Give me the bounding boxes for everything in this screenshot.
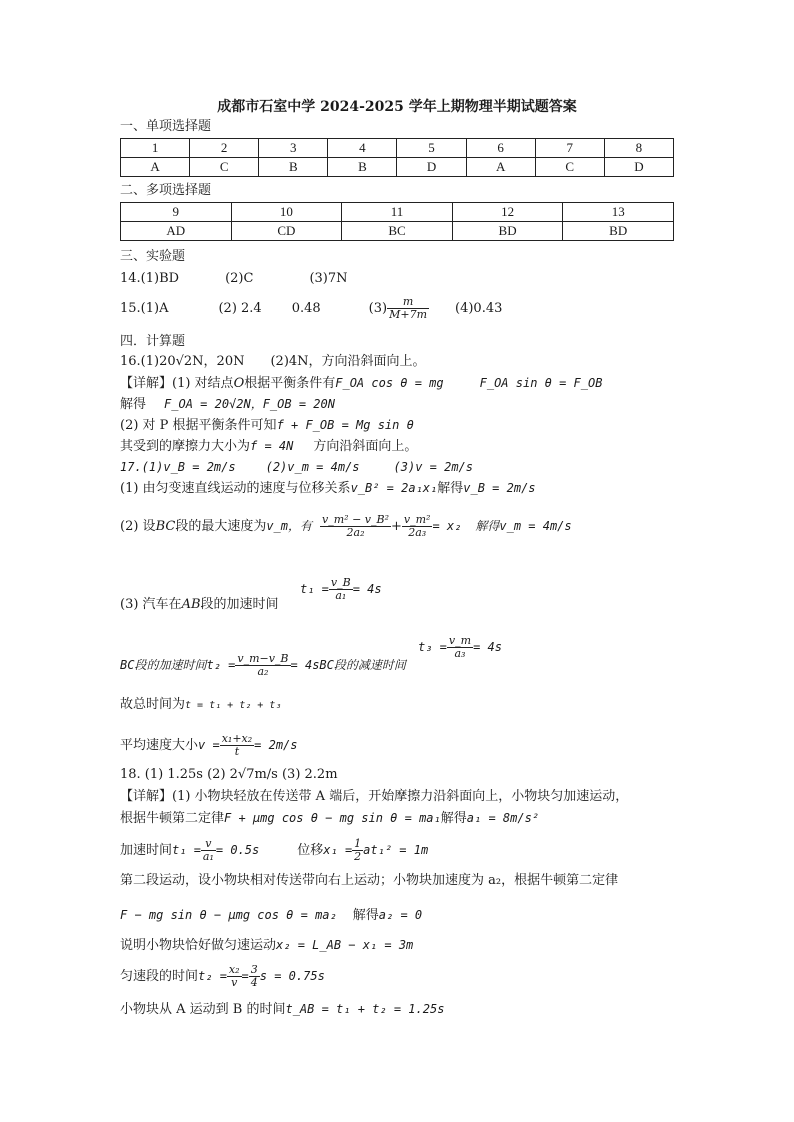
answer-16-detail-2 <box>120 395 335 414</box>
answer-15-part4: (4)0.43 <box>455 301 503 316</box>
fraction-denominator: M+7m <box>389 308 428 321</box>
answer-18-detail-5 <box>120 906 422 925</box>
text: 其受到的摩擦力大小为 <box>120 439 251 454</box>
fraction-numerator: 3 <box>250 963 258 976</box>
equation: = x₂ <box>432 519 462 533</box>
equation: F + μmg cos θ − mg sin θ = ma₁ <box>224 811 441 825</box>
text: 解得 <box>437 481 464 496</box>
fraction-numerator: x₁+x₂ <box>221 732 253 745</box>
answer-14-part3: (3)7N <box>309 271 348 286</box>
answer-17-step-6 <box>120 732 298 759</box>
fraction-denominator: v <box>231 976 238 989</box>
answer-18-detail-2 <box>120 809 539 828</box>
answer-17-step-4 <box>120 652 406 679</box>
text: 根据平衡条件有 <box>244 376 336 391</box>
table-cell: BC <box>342 222 453 241</box>
table-row <box>121 203 674 222</box>
answer-17-step-2 <box>120 508 572 545</box>
text: + <box>391 519 402 534</box>
fraction <box>447 635 473 660</box>
text: O <box>233 376 245 391</box>
equation: s = 0.75s <box>259 969 325 983</box>
answer-16-detail-1 <box>120 374 602 393</box>
equation: = 2m/s <box>254 738 298 752</box>
text: 根据牛顿第二定律 <box>120 811 225 826</box>
table-cell: BD <box>563 222 674 241</box>
answer-17-step-1 <box>120 479 536 498</box>
text: 解得 <box>440 811 467 826</box>
equation: t₁ = <box>172 843 201 857</box>
text: BC <box>155 519 176 534</box>
text: (2) 设 <box>120 519 156 534</box>
table-cell: 9 <box>121 203 232 222</box>
table-cell: 2 <box>190 139 259 158</box>
single-choice-answer-table <box>120 138 674 177</box>
equation: v_B = 2m/s <box>463 481 536 495</box>
fraction-numerator: v_m <box>448 634 472 647</box>
text: (2) 对 P 根据平衡条件可知 <box>120 418 277 433</box>
fraction <box>402 514 433 539</box>
table-cell: C <box>190 158 259 177</box>
text: (1) 由匀变速直线运动的速度与位移关系 <box>120 481 351 496</box>
equation: at₁² = 1m <box>363 843 429 857</box>
equation: x₂ = L_AB − x₁ = 3m <box>276 938 414 952</box>
answer-14-part1: 14.(1)BD <box>120 271 180 286</box>
text: AB <box>181 597 201 612</box>
table-row <box>121 139 674 158</box>
equation: a₁ = 8m/s² <box>466 811 540 825</box>
text: 位移 <box>297 843 324 858</box>
multiple-choice-answer-table <box>120 202 674 241</box>
table-cell: 10 <box>231 203 342 222</box>
text: 【详解】(1) 对结点 <box>120 376 234 391</box>
text: 匀速段的时间 <box>120 969 199 984</box>
equation: v = <box>198 738 220 752</box>
fraction <box>235 653 290 678</box>
fraction-denominator: a₃ <box>454 647 466 660</box>
table-cell: 3 <box>259 139 328 158</box>
text: 解得 <box>120 397 147 412</box>
answer-17-summary <box>120 458 473 477</box>
table-cell: A <box>121 158 190 177</box>
table-cell: CD <box>231 222 342 241</box>
fraction-numerator: v_m² − v_B² <box>322 513 389 526</box>
answer-15-part2: (2) 2.4 <box>218 301 262 316</box>
answer-16-summary: 16.(1)20√2N，20N (2)4N，方向沿斜面向上。 <box>120 354 426 369</box>
section-heading-multiple-choice: 二、多项选择题 <box>120 183 212 198</box>
answer-18-detail-6 <box>120 936 413 955</box>
table-cell: 4 <box>328 139 397 158</box>
answer-18-summary: 18. (1) 1.25s (2) 2√7m/s (3) 2.2m <box>120 767 338 782</box>
table-cell: BD <box>452 222 563 241</box>
fraction <box>227 964 242 989</box>
fraction-denominator: t <box>234 745 240 758</box>
equation: F − mg sin θ − μmg cos θ = ma₂ <box>120 908 337 922</box>
answer-14-part2: (2)C <box>225 271 254 286</box>
answer-17-t1-formula <box>300 574 382 605</box>
fraction-denominator: 4 <box>250 976 258 989</box>
fraction-numerator: v_m² <box>403 513 431 526</box>
answer-15-part3-label: (3) <box>368 301 388 316</box>
answer-17-step-3 <box>120 596 279 614</box>
section-heading-single-choice: 一、单项选择题 <box>120 119 212 134</box>
equation: v_m，有 <box>266 519 313 533</box>
equation: (3)v = 2m/s <box>393 460 473 474</box>
fraction <box>320 514 391 539</box>
table-cell: D <box>397 158 466 177</box>
equation: = 4s <box>473 640 502 654</box>
equation: t = t₁ + t₂ + t₃ <box>185 700 282 711</box>
table-cell: 8 <box>604 139 673 158</box>
fraction-numerator: x₂ <box>228 963 240 976</box>
table-cell: 13 <box>563 203 674 222</box>
text: 段的加速时间 <box>200 597 279 612</box>
answer-16-detail-3 <box>120 416 414 435</box>
equation: t₁ = <box>300 582 329 596</box>
equation: = 4sBC段的减速时间 <box>290 658 406 672</box>
table-cell: A <box>466 158 535 177</box>
fraction-numerator: 1 <box>354 837 362 850</box>
table-cell: 5 <box>397 139 466 158</box>
table-cell: 7 <box>535 139 604 158</box>
text: 小物块从 A 运动到 B 的时间 <box>120 1002 286 1017</box>
table-cell: 11 <box>342 203 453 222</box>
answer-15 <box>120 296 502 322</box>
equation: 解得v_m = 4m/s <box>475 519 572 533</box>
table-cell: AD <box>121 222 232 241</box>
equation: = 0.5s <box>215 843 260 857</box>
fraction <box>220 733 254 758</box>
equation: = <box>241 969 249 983</box>
equation: 17.(1)v_B = 2m/s <box>120 460 236 474</box>
fraction <box>201 838 216 863</box>
fraction <box>249 964 260 989</box>
text: 方向沿斜面向上。 <box>313 439 418 454</box>
table-row <box>121 222 674 241</box>
answer-14 <box>120 270 348 288</box>
equation: t₂ = <box>198 969 227 983</box>
table-cell: B <box>328 158 397 177</box>
equation: a₂ = 0 <box>378 908 423 922</box>
equation: x₁ = <box>323 843 353 857</box>
fraction-denominator: a₁ <box>202 850 214 863</box>
fraction-denominator: 2a₃ <box>408 526 427 539</box>
fraction-numerator: v_B <box>330 576 351 589</box>
fraction-denominator: a₂ <box>257 665 269 678</box>
page-title: 成都市石室中学 2024-2025 学年上期物理半期试题答案 <box>217 99 577 115</box>
answer-15-fraction <box>387 296 429 321</box>
table-cell: 12 <box>452 203 563 222</box>
fraction-numerator: m <box>387 296 429 309</box>
fraction-denominator: a₁ <box>335 589 347 602</box>
table-cell: 6 <box>466 139 535 158</box>
text: 平均速度大小 <box>120 738 199 753</box>
equation: F_OA cos θ = mg <box>335 376 444 390</box>
table-cell: C <box>535 158 604 177</box>
equation: F_OA = 20√2N，F_OB = 20N <box>164 397 335 411</box>
table-cell: 1 <box>121 139 190 158</box>
equation: F_OA sin θ = F_OB <box>479 376 603 390</box>
section-heading-experiment: 三、实验题 <box>120 249 186 264</box>
table-cell: B <box>259 158 328 177</box>
table-cell: D <box>604 158 673 177</box>
answer-17-step-5 <box>120 696 281 715</box>
answer-15-part2b: 0.48 <box>291 301 321 316</box>
equation: t₃ = <box>418 640 447 654</box>
equation: (2)v_m = 4m/s <box>265 460 360 474</box>
fraction <box>329 577 353 602</box>
answer-18-detail-3 <box>120 836 428 865</box>
text: 段的最大速度为 <box>175 519 267 534</box>
answer-17-t3-formula <box>418 632 502 663</box>
fraction-numerator: v <box>201 838 216 851</box>
table-row <box>121 158 674 177</box>
fraction-denominator: 2 <box>354 850 362 863</box>
equation: t_AB = t₁ + t₂ = 1.25s <box>285 1002 445 1016</box>
section-heading-calculation: 四．计算题 <box>120 334 186 349</box>
answer-15-part1: 15.(1)A <box>120 301 169 316</box>
answer-18-detail-7 <box>120 962 325 991</box>
equation: = 4s <box>352 582 382 596</box>
answer-18-detail-1: 【详解】(1) 小物块轻放在传送带 A 端后，开始摩擦力沿斜面向上，小物块匀加速运动， <box>120 789 629 804</box>
equation: v_B² = 2a₁x₁ <box>350 481 438 495</box>
fraction-numerator: v_m−v_B <box>237 652 289 665</box>
text: 说明小物块恰好做匀速运动 <box>120 938 277 953</box>
text: 解得 <box>352 908 379 923</box>
text: 加速时间 <box>120 843 173 858</box>
answer-16-detail-4 <box>120 437 417 456</box>
equation: f = 4N <box>250 439 294 453</box>
equation: BC段的加速时间t₂ = <box>120 658 236 672</box>
answer-18-detail-8 <box>120 1000 444 1019</box>
equation: f + F_OB = Mg sin θ <box>276 418 414 432</box>
fraction-denominator: 2a₂ <box>346 526 365 539</box>
answer-18-detail-4: 第二段运动，设小物块相对传送带向右上运动；小物块加速度为 a₂，根据牛顿第二定律 <box>120 873 619 888</box>
fraction <box>352 838 363 863</box>
text: (3) 汽车在 <box>120 597 182 612</box>
text: 故总时间为 <box>120 697 186 712</box>
